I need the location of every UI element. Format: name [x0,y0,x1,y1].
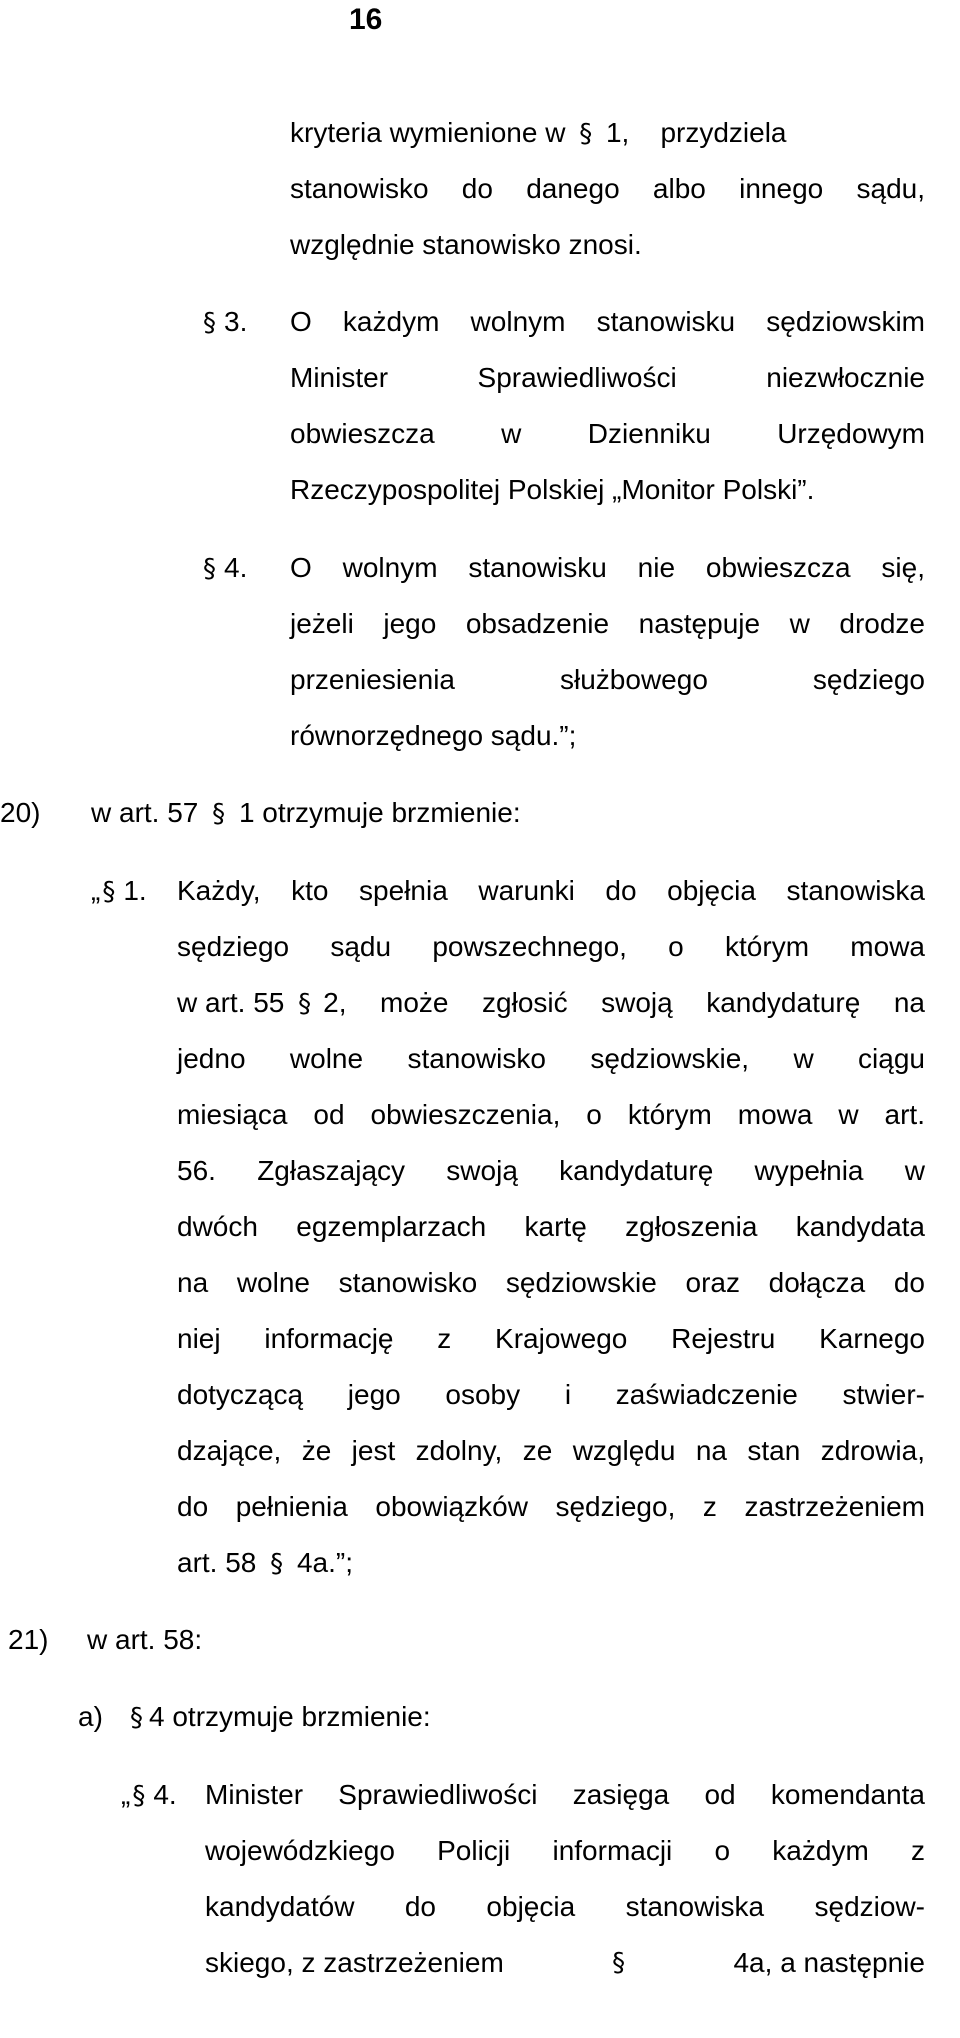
item21-a-line-4 [205,1943,925,1983]
item20-line-7: dwóch egzemplarzach kartę zgłoszenia kandydata [177,1211,925,1242]
section-sign: § [203,308,216,338]
item20-p1-num: 1. [123,875,147,906]
section-sign: § [102,877,116,907]
art56-p2-text-1a: kryteria wymienione w [290,117,566,148]
item20-intro-a: w art. 57 [91,797,199,828]
item20-line-10: dotyczącą jego osoby i zaświadczenie stwier- [177,1379,925,1410]
section-sign: § [203,554,216,584]
art56-p3-line-4: Rzeczypospolitej Polskiej „Monitor Polski”. [290,474,815,505]
item21-number: 21) [8,1624,49,1655]
art56-p3-num: 3. [224,306,248,337]
item20-line-3 [177,983,925,1024]
item21-a-line-2: wojewódzkiego Policji informacji o każdym z [205,1835,925,1866]
art56-p4-line-2: jeżeli jego obsadzenie następuje w drodze [290,608,925,639]
item20-intro-b: 1 otrzymuje brzmienie: [238,797,521,828]
section-sign: § [132,1781,146,1811]
art56-p4-num: 4. [224,552,248,583]
item20-line-11: dzające, że jest zdolny, ze względu na stan zdrowia, [177,1435,925,1466]
item20-line-4: jedno wolne stanowisko sędziowskie, w ciągu [177,1043,925,1074]
item20-p1-number [91,871,147,912]
item20-line-12: do pełnienia obowiązków sędziego, z zastrzeżeniem [177,1491,925,1522]
item20-line-13a: art. 58 [177,1547,257,1578]
item20-line-5: miesiąca od obwieszczenia, o którym mowa w art. [177,1099,925,1130]
item20-line-13b: 4a.”; [296,1547,353,1578]
item20-intro [91,793,521,834]
item20-line-3a: w art. 55 [177,987,285,1018]
item21-a-p4-number [121,1775,177,1816]
item21-a-line-4a: skiego, z zastrzeżeniem [205,1947,504,1978]
section-sign: § [270,1549,284,1579]
open-quote: „ [121,1779,131,1810]
item20-line-6: 56. Zgłaszający swoją kandydaturę wypełnia w [177,1155,925,1186]
art56-p3-line-2: Minister Sprawiedliwości niezwłocznie [290,362,925,393]
section-sign: § [579,119,593,149]
item20-line-13 [177,1543,353,1584]
item21-a-intro [130,1697,431,1738]
item21-intro: w art. 58: [87,1624,203,1655]
art56-p2-line-3: względnie stanowisko znosi. [290,229,642,260]
item20-line-1: Każdy, kto spełnia warunki do objęcia stanowiska [177,875,925,906]
item20-line-9: niej informację z Krajowego Rejestru Karnego [177,1323,925,1354]
art56-p4-number [203,548,247,589]
art56-p3-line-3: obwieszcza w Dzienniku Urzędowym [290,418,925,449]
item21-a-line-3: kandydatów do objęcia stanowiska sędziow- [205,1891,925,1922]
item21-a-line-1: Minister Sprawiedliwości zasięga od komendanta [205,1779,925,1810]
art56-p2-line-1 [290,113,925,154]
item21-a-intro-text: 4 otrzymuje brzmienie: [149,1701,431,1732]
art56-p3-line-1: O każdym wolnym stanowisku sędziowskim [290,306,925,337]
item21-a-p4-num: 4. [153,1779,177,1810]
item20-number: 20) [0,797,41,828]
section-sign: § [612,1948,626,1978]
art56-p2-line-2: stanowisko do danego albo innego sądu, [290,173,925,204]
item21-a-letter: a) [78,1701,103,1732]
item20-line-3b: 2, może zgłosić swoją kandydaturę na [323,987,925,1018]
item21-a-line-4b: 4a, a następnie [733,1947,925,1978]
item20-line-8: na wolne stanowisko sędziowskie oraz dołącza do [177,1267,925,1298]
art56-p4-line-4: równorzędnego sądu.”; [290,720,577,751]
section-sign: § [130,1703,143,1733]
section-sign: § [212,799,226,829]
open-quote: „ [91,875,101,906]
art56-p2-text-1b: 1, przydziela [605,117,787,148]
item20-line-2: sędziego sądu powszechnego, o którym mowa [177,931,925,962]
section-sign: § [298,989,312,1019]
art56-p4-line-1: O wolnym stanowisku nie obwieszcza się, [290,552,925,583]
page-number: 16 [349,3,383,36]
art56-p3-number [203,302,247,343]
art56-p4-line-3: przeniesienia służbowego sędziego [290,664,925,695]
